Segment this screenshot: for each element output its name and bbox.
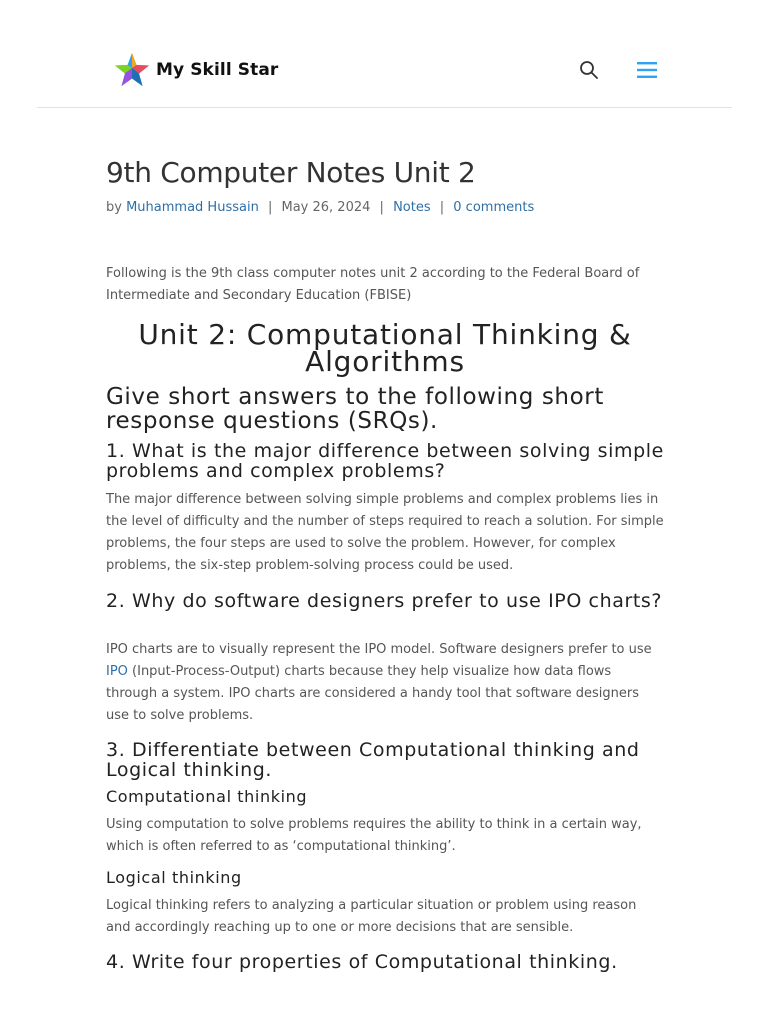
ipo-link[interactable]: IPO xyxy=(106,664,128,679)
question-4-heading: 4. Write four properties of Computational thinking. xyxy=(106,951,618,973)
logical-thinking-subheading: Logical thinking xyxy=(106,868,242,887)
section-heading: Give short answers to the following short response questions (SRQs). xyxy=(106,384,604,434)
meta-separator: | xyxy=(379,200,384,215)
site-header xyxy=(0,0,768,108)
post-meta xyxy=(106,200,534,215)
comments-link[interactable]: 0 comments xyxy=(453,200,535,215)
question-1-heading: 1. What is the major difference between solving simple problems and complex problems? xyxy=(106,440,664,482)
answer-2-paragraph xyxy=(106,639,664,727)
site-logo[interactable] xyxy=(112,50,278,90)
answer-2-text-b: (Input-Process-Output) charts because they help visualize how data flows through a system. IPO charts are considered a handy tool that software designers use to solve problems. xyxy=(106,664,639,723)
post-date: May 26, 2024 xyxy=(281,200,371,215)
hamburger-menu-icon[interactable] xyxy=(635,59,659,81)
meta-separator: | xyxy=(267,200,273,215)
category-link[interactable]: Notes xyxy=(393,200,431,215)
question-2-heading: 2. Why do software designers prefer to use IPO charts? xyxy=(106,590,663,612)
search-icon[interactable] xyxy=(578,59,600,81)
meta-separator: | xyxy=(439,200,445,215)
header-divider xyxy=(37,107,732,108)
unit-heading: Unit 2: Computational Thinking & Algorithms xyxy=(138,318,632,378)
author-link[interactable]: Muhammad Hussain xyxy=(126,200,259,215)
logical-thinking-paragraph: Logical thinking refers to analyzing a particular situation or problem using reason and accordingly reaching up to one or more decisions that are sensible. xyxy=(106,898,637,935)
post-title: 9th Computer Notes Unit 2 xyxy=(106,156,476,189)
meta-by: by xyxy=(106,200,122,215)
computational-thinking-paragraph: Using computation to solve problems requires the ability to think in a certain way, which is often referred to as ‘computational thinking’. xyxy=(106,817,642,854)
answer-2-text-a: IPO charts are to visually represent the IPO model. Software designers prefer to use xyxy=(106,642,652,657)
question-3-heading: 3. Differentiate between Computational thinking and Logical thinking. xyxy=(106,739,640,781)
computational-thinking-subheading: Computational thinking xyxy=(106,787,308,806)
intro-paragraph: Following is the 9th class computer notes unit 2 according to the Federal Board of Intermediate and Secondary Education (FBISE) xyxy=(106,266,640,303)
star-logo-icon xyxy=(112,50,152,90)
answer-1-paragraph: The major difference between solving simple problems and complex problems lies in the level of difficulty and the number of steps required to reach a solution. For simple problems, the four steps are used to solve the problem. However, for complex problems, the six-step problem-solving process could be used. xyxy=(106,492,664,573)
logo-text: My Skill Star xyxy=(156,60,279,80)
